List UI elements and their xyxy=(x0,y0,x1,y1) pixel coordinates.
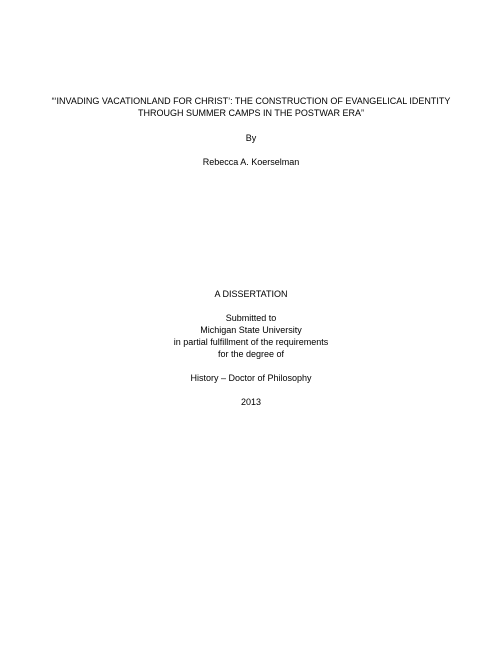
title-line-1: “‘INVADING VACATIONLAND FOR CHRIST’: THE CONSTRUCTION OF EVANGELICAL IDENTITY xyxy=(51,96,451,106)
year: 2013 xyxy=(240,397,262,407)
submission-line-4: for the degree of xyxy=(217,349,285,359)
author-name: Rebecca A. Koerselman xyxy=(202,157,300,167)
degree-name: History – Doctor of Philosophy xyxy=(190,373,312,383)
submission-line-3: in partial fulfillment of the requirements xyxy=(173,337,329,347)
submission-line-1: Submitted to xyxy=(225,313,277,323)
by-label: By xyxy=(245,133,257,143)
title-line-2: THROUGH SUMMER CAMPS IN THE POSTWAR ERA” xyxy=(137,108,364,118)
submission-line-2: Michigan State University xyxy=(200,325,302,335)
document-type: A DISSERTATION xyxy=(214,289,288,299)
